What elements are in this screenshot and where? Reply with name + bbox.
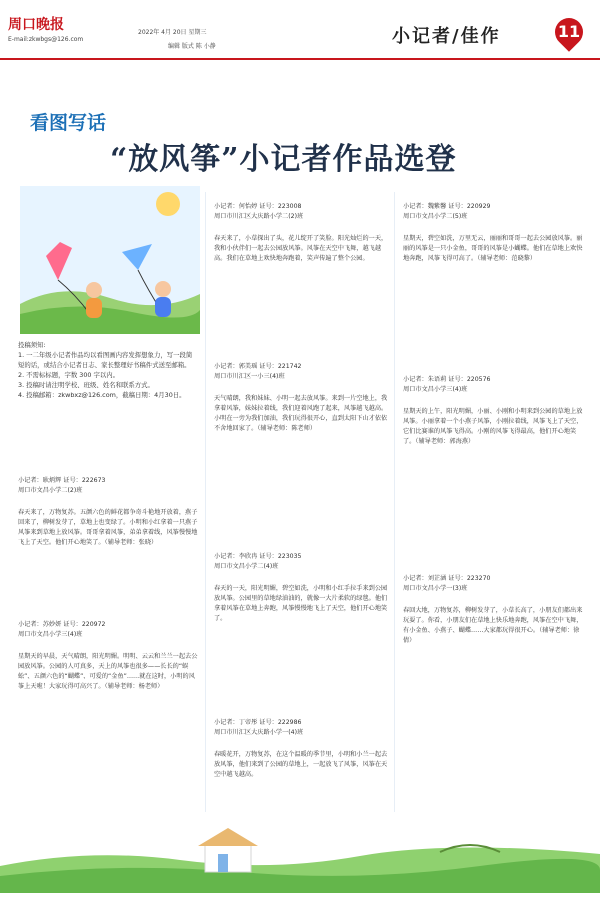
article-meta: 小记者：魏紫馨 证号：220929 周口市文昌小学二(5)班 (403, 203, 491, 220)
article-meta: 小记者：李欣冉 证号：223035 周口市文昌小学二(4)班 (214, 553, 302, 570)
article-text: 星期天，碧空如洗，万里无云，丽丽和哥哥一起去公园放风筝。丽丽的风筝是一只小金鱼，哥哥的风筝是小蝴蝶。他们在草地上欢快地奔跑，风筝飞得可高了。（辅导老师：范晓黎） (403, 235, 583, 262)
article-text: 春暖花开，万物复苏，在这个温暖的季节里，小明和小兰一起去放风筝，他们来到了公园的草地上，一起放飞了风筝，风筝在天空中越飞越高。 (214, 751, 388, 778)
article-block (403, 192, 583, 264)
article-text: 春天来了，万物复苏。五颜六色的鲜花都争奇斗艳地开放着，燕子回来了，柳树发芽了，草地上也变绿了。小明和小红拿着一只燕子风筝来到草地上放风筝。哥哥拿着风筝，弟弟拿着线，风筝慢慢地飞上了天空。他们开心地笑了。（辅导老师：张晓） (18, 509, 198, 546)
newspaper-logo: 周口晚报 (8, 17, 64, 33)
header-editor: 编辑 版式 陈 小静 (168, 43, 216, 50)
article-block (214, 192, 388, 264)
article-meta: 小记者：苏妙妍 证号：220972 周口市文昌小学三(4)班 (18, 621, 106, 638)
column-separator (205, 192, 206, 812)
article-text: 春天来了，小草探出了头，花儿绽开了笑脸。阳光灿烂的一天，我和小伙伴们一起去公园放风筝。风筝在天空中飞舞，越飞越高。我们在草地上欢快地奔跑着，笑声传遍了整个公园。 (214, 235, 388, 262)
kite-drawing (20, 186, 200, 334)
kite-illustration (20, 186, 200, 334)
header-date: 2022年 4月 20日 星期三 (138, 29, 207, 36)
main-title: “放风筝”小记者作品选登 (110, 142, 457, 177)
column-separator (394, 192, 395, 812)
header-email: E-mail:zkwbgs@126.com (8, 36, 84, 43)
article-block (403, 365, 583, 447)
article-block (214, 542, 388, 624)
article-text: 天气晴朗，我和妹妹、小明一起去放风筝。来到一片空地上，我拿着风筝，妹妹拉着线，我们迎着风跑了起来，风筝越飞越高。小明在一旁为我们加油，我们玩得很开心，直到太阳下山才依依不舍地回家了。（辅导老师：陈老师） (214, 395, 388, 432)
article-text: 春回大地，万物复苏，柳树发芽了，小草长高了，小朋友们都出来玩耍了。你看，小朋友们在草地上快乐地奔跑，风筝在空中飞舞，有小金鱼、小燕子、蝴蝶……大家都玩得很开心。（辅导老师：徐倩） (403, 607, 583, 644)
header-rule (0, 58, 600, 60)
article-meta: 小记者：耿炳辉 证号：222673 周口市文昌小学二(2)班 (18, 477, 106, 494)
article-block (214, 708, 388, 780)
grass-house-drawing (0, 820, 600, 893)
page-header (0, 0, 600, 58)
column-head: 看图写话 (30, 112, 107, 134)
article-meta: 小记者：郭美瑶 证号：221742 周口市川汇区一小三(4)班 (214, 363, 302, 380)
article-block (403, 564, 583, 646)
article-meta: 小记者：朱语莉 证号：220576 周口市文昌小学三(4)班 (403, 376, 491, 393)
article-block (18, 466, 198, 548)
article-block (18, 610, 198, 692)
article-text: 星期天的上午，阳光明媚，小丽、小刚和小明来到公园的草地上放风筝。小丽拿着一个小燕子风筝，小刚拉着线，风筝飞上了天空，它们比赛谁的风筝飞得高。小刚的风筝飞得最高，他们开心地笑了。（辅导老师：郭海燕） (403, 408, 583, 445)
page-number: 11 (557, 22, 581, 41)
article-text: 星期天的早晨，天气晴朗，阳光明媚。明明、云云和兰兰一起去公园放风筝。公园的人可真多，天上的风筝也很多——长长的“蜈蚣”、五颜六色的“蝴蝶”、可爱的“金鱼”……就在这时，小明的风筝上天啦！大家玩得可高兴了。（辅导老师：杨老师） (18, 653, 198, 690)
article-text: 春天的一天，阳光明媚，碧空如洗，小明和小红手拉手来到公园放风筝。公园里的草地绿油油的，就像一大片柔软的绿毯。他们拿着风筝在草地上奔跑，风筝慢慢地飞上了天空，他们开心地笑了。 (214, 585, 388, 622)
section-title: 小记者/佳作 (392, 26, 501, 47)
submission-notice: 投稿须知: 1. 一二年级小记者作品均以看图画内容发挥想象力，写一段简短的话，或结合小记者日志、家长整理好书稿件式送至邮箱。 2. 不需标标题，字数 300 字以内。 3. 投稿时请注明学校、班级、姓名和联系方式。 4. 投稿邮箱：zkwbxz@126.com，截稿日期：4月30日。 (18, 341, 193, 399)
article-meta: 小记者：何怡婷 证号：223008 周口市川汇区大庆路小学二(2)班 (214, 203, 304, 220)
article-meta: 小记者：丁帝彤 证号：222986 周口市川汇区大庆路小学一(4)班 (214, 719, 304, 736)
bottom-illustration (0, 820, 600, 893)
article-block (214, 352, 388, 434)
article-meta: 小记者：刘芷涵 证号：223270 周口市文昌小学一(3)班 (403, 575, 491, 592)
